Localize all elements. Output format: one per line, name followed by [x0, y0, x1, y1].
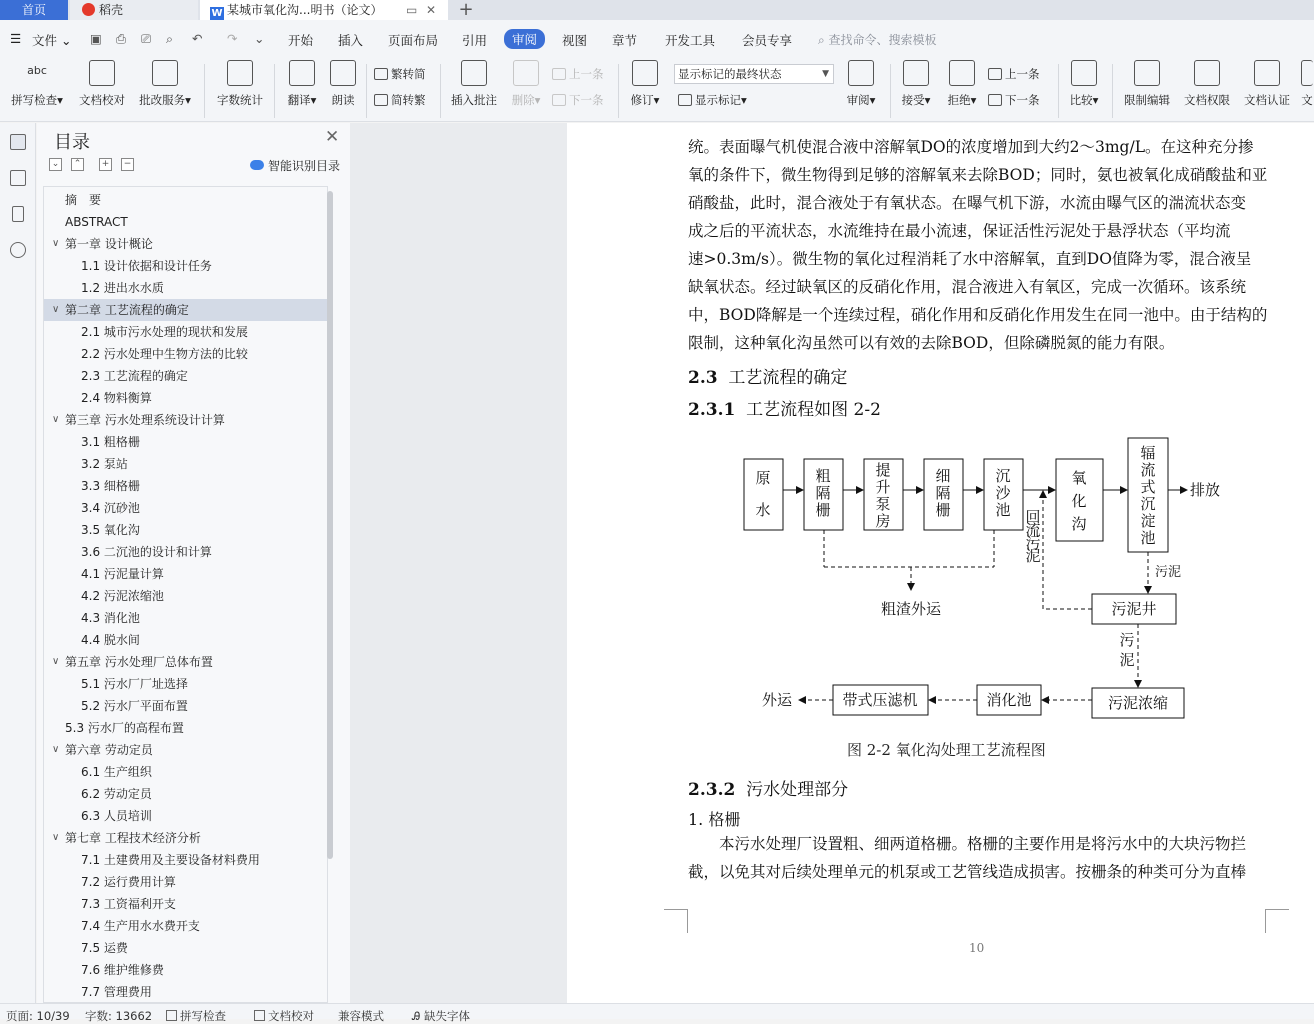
label-screenings: 粗渣外运: [880, 600, 942, 618]
heading-screen: 1. 格栅: [688, 810, 741, 829]
ribbon-divider: [890, 64, 891, 118]
hamburger-icon[interactable]: ☰: [10, 31, 22, 46]
label-thickener: 污泥浓缩: [1107, 694, 1169, 712]
menu-chapter[interactable]: 章节: [612, 33, 638, 48]
toc-item[interactable]: [44, 453, 327, 475]
toc-item[interactable]: [44, 739, 327, 761]
label-raw-water: 原: [755, 469, 771, 487]
show-markup-button[interactable]: 显示标记▾: [678, 92, 747, 108]
translate-button[interactable]: 翻译▾: [282, 60, 322, 108]
missing-font-button[interactable]: Ꭿ 缺失字体: [412, 1009, 470, 1023]
review-ribbon: [0, 58, 1314, 122]
spell-check-button[interactable]: abc 拼写检查▾: [8, 60, 66, 108]
label-fine-screen: 细: [935, 467, 951, 485]
prev-comment-button[interactable]: 上一条: [552, 66, 604, 82]
toc-item[interactable]: [44, 233, 327, 255]
trad-to-simp-button[interactable]: 繁转简: [374, 66, 426, 82]
paragraph-oxidation-ditch: [688, 133, 1268, 357]
read-aloud-button[interactable]: 朗读: [326, 60, 360, 108]
accept-icon: [903, 60, 929, 86]
toc-item[interactable]: [44, 783, 327, 805]
toc-item-label: 2.4 物料衡算: [81, 391, 152, 405]
tab-daoke-label: 稻壳: [99, 3, 124, 17]
ribbon-divider: [1058, 64, 1059, 118]
restrict-edit-button[interactable]: 限制编辑: [1120, 60, 1174, 108]
toc-item[interactable]: [44, 981, 327, 1003]
toc-item-label: 2.3 工艺流程的确定: [81, 369, 188, 383]
menu-review[interactable]: 审阅: [504, 29, 545, 49]
more-dropdown-icon[interactable]: ⌄: [254, 31, 265, 46]
smart-toc-icon: [250, 160, 264, 170]
redo-icon[interactable]: ↷: [227, 31, 238, 46]
toc-panel-icon[interactable]: [10, 134, 26, 150]
menu-insert[interactable]: 插入: [338, 33, 364, 48]
heading-2-3-2: 2.3.2 污水处理部分: [688, 780, 849, 800]
label-fine-screen: 栅: [935, 501, 951, 519]
toc-item[interactable]: [44, 805, 327, 827]
label-oxidation-ditch: 氧: [1071, 469, 1087, 487]
toc-item-label: 6.2 劳动定员: [81, 787, 152, 801]
heading-2-3: 2.3 工艺流程的确定: [688, 368, 848, 388]
print-preview-icon[interactable]: ⌕: [166, 31, 174, 46]
toc-item[interactable]: [44, 409, 327, 431]
tab-home[interactable]: 首页: [0, 0, 68, 20]
word-count-indicator[interactable]: 字数: 13662: [85, 1009, 153, 1023]
prev-change-button[interactable]: 上一条: [988, 66, 1040, 82]
simp-trad-icon: [374, 94, 388, 106]
menu-start[interactable]: 开始: [288, 33, 314, 48]
toc-item[interactable]: [44, 519, 327, 541]
menu-view[interactable]: 视图: [562, 33, 588, 48]
proof-icon: [89, 60, 115, 86]
text-line: 成之后的平流状态，水流维持在最小流速，保证活性污泥处于悬浮状态（平均流: [688, 222, 1231, 240]
menu-member[interactable]: 会员专享: [742, 33, 793, 48]
revise-service-button[interactable]: 批改服务▾: [136, 60, 194, 108]
toc-item[interactable]: [44, 387, 327, 409]
toc-item[interactable]: [44, 299, 327, 321]
command-search[interactable]: [818, 31, 937, 48]
toc-item[interactable]: [44, 475, 327, 497]
label-clarifier: 池: [1140, 529, 1156, 547]
doc-certify-button[interactable]: 文档认证: [1240, 60, 1294, 108]
word-count-icon: [227, 60, 253, 86]
toc-item-label: 3.6 二沉池的设计和计算: [81, 545, 212, 559]
tab-daoke[interactable]: [70, 0, 198, 20]
command-search-placeholder: 查找命令、搜索模板: [828, 33, 937, 47]
toc-item[interactable]: [44, 321, 327, 343]
toc-item-label: 5.2 污水厂平面布置: [81, 699, 188, 713]
next-comment-icon: [552, 94, 566, 106]
label-coarse-screen: 隔: [815, 484, 831, 502]
toc-item-label: 5.1 污水厂厂址选择: [81, 677, 188, 691]
toc-item-label: 7.4 生产用水水费开支: [81, 919, 200, 933]
label-digester: 消化池: [986, 691, 1032, 709]
toc-item[interactable]: [44, 827, 327, 849]
accept-button[interactable]: 接受▾: [896, 60, 936, 108]
trad-simp-icon: [374, 68, 388, 80]
compare-button[interactable]: 比较▾: [1064, 60, 1104, 108]
menu-developer[interactable]: 开发工具: [665, 33, 716, 48]
revise-icon: [152, 60, 178, 86]
comment-delete-icon: [513, 60, 539, 86]
prev-change-icon: [988, 68, 1002, 80]
remove-item-icon[interactable]: −: [121, 158, 134, 171]
toc-item[interactable]: [44, 761, 327, 783]
review-pane-icon: [848, 60, 874, 86]
toc-item-label: 第六章 劳动定员: [65, 743, 153, 757]
label-grit-chamber: 沉: [995, 467, 1011, 485]
label-pump-house: 房: [875, 512, 891, 530]
chevron-down-icon[interactable]: ∨: [52, 238, 60, 249]
text-line: 硝酸盐，此时，混合液处于有氧状态。在曝气机下游，水流由曝气区的湍流状态变: [688, 194, 1247, 212]
label-clarifier: 流: [1140, 461, 1156, 479]
text-line: 统。表面曝气机使混合液中溶解氧DO的浓度增加到大约2～3mg/L。在这种充分掺: [688, 138, 1254, 156]
next-change-button[interactable]: 下一条: [988, 92, 1040, 108]
lock-icon: [1134, 60, 1160, 86]
toc-item[interactable]: [44, 343, 327, 365]
process-flow-diagram: [727, 428, 1267, 748]
label-pump-house: 泵: [875, 495, 891, 513]
toc-item-label: 7.6 维护维修费: [81, 963, 164, 977]
search-icon: ⌕: [818, 33, 829, 47]
chevron-down-icon: ▼: [822, 69, 829, 79]
toc-item[interactable]: [44, 937, 327, 959]
label-sludge-well: 污泥井: [1111, 600, 1157, 618]
toc-item-label: 3.3 细格栅: [81, 479, 140, 493]
abc-icon: abc: [27, 64, 47, 77]
toc-panel: [37, 123, 350, 1003]
toc-item-label: 6.1 生产组织: [81, 765, 152, 779]
simp-to-trad-button[interactable]: 简转繁: [374, 92, 426, 108]
tab-document-label: 某城市氧化沟...明书（论文）: [227, 3, 383, 17]
prev-comment-icon: [552, 68, 566, 80]
permission-icon: [1194, 60, 1220, 86]
label-pump-house: 升: [875, 478, 891, 496]
page-corner-mark: [1265, 909, 1289, 933]
toc-item[interactable]: [44, 189, 327, 211]
ribbon-divider: [204, 64, 205, 118]
toc-item-label: 3.1 粗格栅: [81, 435, 140, 449]
writer-logo-icon: W: [211, 8, 223, 19]
toc-item[interactable]: [44, 607, 327, 629]
new-tab-button[interactable]: +: [458, 0, 474, 20]
label-return-sludge: 流: [1025, 521, 1041, 539]
page-number: 10: [969, 941, 985, 955]
toc-item[interactable]: [44, 871, 327, 893]
ribbon-divider: [440, 64, 441, 118]
next-comment-button[interactable]: 下一条: [552, 92, 604, 108]
toc-item[interactable]: [44, 211, 327, 233]
status-bar: [0, 1003, 1314, 1023]
menu-file[interactable]: 文件 ⌄: [32, 33, 72, 48]
overflow-icon: [1301, 60, 1313, 86]
chevron-down-icon[interactable]: ∨: [52, 744, 60, 755]
label-oxidation-ditch: 化: [1071, 492, 1087, 510]
label-pump-house: 提: [875, 461, 891, 479]
font-warning-icon: Ꭿ: [412, 1009, 424, 1023]
review-pane-button[interactable]: 审阅▾: [842, 60, 880, 108]
text-line: 氧的条件下，微生物得到足够的溶解氧来去除BOD；同时，氨也被氧化成硝酸盐和亚: [688, 166, 1268, 184]
insert-comment-button[interactable]: 插入批注: [448, 60, 500, 108]
toc-item-label: 1.2 进出水水质: [81, 281, 164, 295]
label-coarse-screen: 粗: [815, 467, 831, 485]
toc-item[interactable]: [44, 497, 327, 519]
toc-item-label: 4.1 污泥量计算: [81, 567, 164, 581]
label-belt-press: 带式压滤机: [842, 691, 918, 709]
toc-item-label: 3.2 泵站: [81, 457, 128, 471]
paragraph-screens: [688, 830, 1265, 886]
label-clarifier: 辐: [1140, 444, 1156, 462]
document-page: [567, 123, 1314, 1003]
next-change-icon: [988, 94, 1002, 106]
label-clarifier: 沉: [1140, 495, 1156, 513]
proof-toggle[interactable]: 文档校对: [254, 1008, 314, 1024]
toc-item[interactable]: [44, 255, 327, 277]
proof-status-icon: [254, 1010, 265, 1021]
left-icon-strip: [0, 123, 36, 1003]
menu-page-layout[interactable]: 页面布局: [388, 33, 439, 48]
chevron-down-icon[interactable]: ∨: [52, 656, 60, 667]
toc-item-label: 3.5 氧化沟: [81, 523, 140, 537]
spell-check-toggle[interactable]: 拼写检查: [166, 1008, 226, 1024]
label-sludge: 泥: [1119, 651, 1135, 669]
label-clarifier: 式: [1140, 478, 1156, 496]
label-oxidation-ditch: 沟: [1071, 515, 1087, 533]
page-corner-mark: [664, 909, 688, 933]
chevron-down-icon[interactable]: ∨: [52, 832, 60, 843]
close-tab-icon[interactable]: ✕: [426, 3, 437, 17]
toc-item-label: 4.3 消化池: [81, 611, 140, 625]
toc-item-label: 4.2 污泥浓缩池: [81, 589, 164, 603]
toc-item[interactable]: [44, 431, 327, 453]
toc-item[interactable]: [44, 893, 327, 915]
label-grit-chamber: 沙: [995, 484, 1011, 502]
toc-item-label: 2.1 城市污水处理的现状和发展: [81, 325, 248, 339]
toc-item-label: 第七章 工程技术经济分析: [65, 831, 201, 845]
translate-icon: [289, 60, 315, 86]
ribbon-divider: [1112, 64, 1113, 118]
ribbon-divider: [366, 64, 367, 118]
toc-item[interactable]: [44, 717, 327, 739]
label-raw-water: 水: [755, 501, 771, 519]
toc-item[interactable]: [44, 695, 327, 717]
doc-proof-button[interactable]: 文档校对: [76, 60, 128, 108]
toc-item-label: 3.4 沉砂池: [81, 501, 140, 515]
menu-reference[interactable]: 引用: [462, 33, 488, 48]
text-line: 中，BOD降解是一个连续过程，硝化作用和反硝化作用发生在同一池中。由于结构的: [688, 306, 1268, 324]
restore-icon[interactable]: ▭: [406, 3, 418, 17]
navigation-icon[interactable]: [10, 170, 26, 186]
toc-item-label: 7.7 管理费用: [81, 985, 152, 999]
toc-item-label: 第三章 污水处理系统设计计算: [65, 413, 225, 427]
toc-list: [43, 186, 328, 1003]
toc-item[interactable]: [44, 959, 327, 981]
label-return-sludge: 污: [1025, 534, 1041, 552]
text-line: 缺氧状态。经过缺氧区的反硝化作用，混合液进入有氧区，完成一次循环。该系统: [688, 278, 1247, 296]
toc-item-label: 7.2 运行费用计算: [81, 875, 176, 889]
comment-add-icon: [461, 60, 487, 86]
print-icon[interactable]: ⎚: [141, 31, 152, 46]
add-item-icon[interactable]: +: [99, 158, 112, 171]
track-changes-icon: [632, 60, 658, 86]
toc-item[interactable]: [44, 365, 327, 387]
label-return-sludge: 泥: [1025, 547, 1041, 565]
tab-document[interactable]: [200, 0, 448, 20]
menu-bar: [0, 20, 1314, 58]
tab-bar: [0, 0, 1314, 20]
toc-item[interactable]: [44, 651, 327, 673]
undo-icon[interactable]: ↶: [192, 31, 203, 46]
toc-item[interactable]: [44, 629, 327, 651]
expand-level-icon[interactable]: ⌃: [71, 158, 84, 171]
toc-item-label: 摘 要: [65, 193, 102, 207]
text-line: 限制，这种氧化沟虽然可以有效的去除BOD，但除磷脱氮的能力有限。: [688, 334, 1175, 352]
compare-icon: [1071, 60, 1097, 86]
label-haul-out: 外运: [761, 691, 793, 709]
label-clarifier: 淀: [1140, 512, 1156, 530]
toc-item-label: 第二章 工艺流程的确定: [65, 303, 189, 317]
bookmark-icon[interactable]: [12, 206, 24, 222]
toc-item-label: 6.3 人员培训: [81, 809, 152, 823]
ribbon-divider: [274, 64, 275, 118]
reject-icon: [949, 60, 975, 86]
toc-item[interactable]: [44, 277, 327, 299]
chevron-down-icon[interactable]: ∨: [52, 414, 60, 425]
toc-item-label: 2.2 污水处理中生物方法的比较: [81, 347, 248, 361]
compat-mode: 兼容模式: [338, 1009, 384, 1023]
show-markup-icon: [678, 94, 692, 106]
label-sludge: 污泥: [1155, 565, 1182, 580]
toc-title: 目录: [54, 132, 90, 153]
delete-comment-button[interactable]: 删除▾: [506, 60, 546, 108]
word-count-button[interactable]: 字数统计: [214, 60, 266, 108]
toc-item[interactable]: [44, 585, 327, 607]
label-fine-screen: 隔: [935, 484, 951, 502]
ribbon-divider: [618, 64, 619, 118]
ribbon-overflow-button[interactable]: 文: [1300, 60, 1314, 108]
close-icon[interactable]: ✕: [325, 127, 340, 147]
reject-button[interactable]: 拒绝▾: [942, 60, 982, 108]
toc-item-label: 4.4 脱水间: [81, 633, 140, 647]
toc-item-label: 第一章 设计概论: [65, 237, 153, 251]
toc-item-label: 第五章 污水处理厂总体布置: [65, 655, 213, 669]
label-sludge: 污: [1119, 631, 1135, 649]
find-icon[interactable]: [10, 242, 26, 258]
toc-item-label: ABSTRACT: [65, 215, 128, 229]
daoke-logo-icon: [82, 3, 95, 16]
toc-item[interactable]: [44, 541, 327, 563]
toc-item[interactable]: [44, 915, 327, 937]
markup-mode-select[interactable]: 显示标记的最终状态 ▼: [674, 64, 834, 84]
document-area: [350, 123, 1314, 1003]
read-aloud-icon: [330, 60, 356, 86]
toc-item-label: 1.1 设计依据和设计任务: [81, 259, 212, 273]
page-indicator[interactable]: 页面: 10/39: [6, 1009, 70, 1023]
text-line: 截，以免其对后续处理单元的机泵或工艺管线造成损害。按栅条的种类可分为直棒: [688, 863, 1247, 881]
text-line: 本污水处理厂设置粗、细两道格栅。格栅的主要作用是将污水中的大块污物拦: [688, 835, 1247, 853]
checkbox-icon: [166, 1010, 177, 1021]
chevron-down-icon[interactable]: ∨: [52, 304, 60, 315]
toc-item-label: 7.3 工资福利开支: [81, 897, 176, 911]
toc-item-label: 7.1 土建费用及主要设备材料费用: [81, 853, 260, 867]
certify-icon: [1254, 60, 1280, 86]
toc-item[interactable]: [44, 563, 327, 585]
toc-item-label: 5.3 污水厂的高程布置: [65, 721, 184, 735]
smart-toc-button[interactable]: 智能识别目录: [250, 157, 340, 174]
toc-item[interactable]: [44, 673, 327, 695]
figure-caption: 图 2-2 氧化沟处理工艺流程图: [847, 741, 1046, 759]
text-line: 速>0.3m/s）。微生物的氧化过程消耗了水中溶解氧，直到DO值降为零，混合液呈: [688, 250, 1252, 268]
heading-2-3-1: 2.3.1 工艺流程如图 2-2: [688, 400, 881, 420]
label-grit-chamber: 池: [995, 501, 1011, 519]
collapse-all-icon[interactable]: ⌄: [49, 158, 62, 171]
track-changes-button[interactable]: 修订▾: [626, 60, 664, 108]
export-pdf-icon[interactable]: ⎙: [116, 31, 127, 46]
toc-item[interactable]: [44, 849, 327, 871]
doc-permission-button[interactable]: 文档权限: [1180, 60, 1234, 108]
label-coarse-screen: 栅: [815, 501, 831, 519]
toc-scrollbar[interactable]: [327, 191, 333, 859]
label-return-sludge: 回: [1025, 508, 1041, 526]
save-icon[interactable]: ▣: [90, 31, 102, 46]
toc-item-label: 7.5 运费: [81, 941, 128, 955]
label-discharge: 排放: [1190, 481, 1221, 499]
